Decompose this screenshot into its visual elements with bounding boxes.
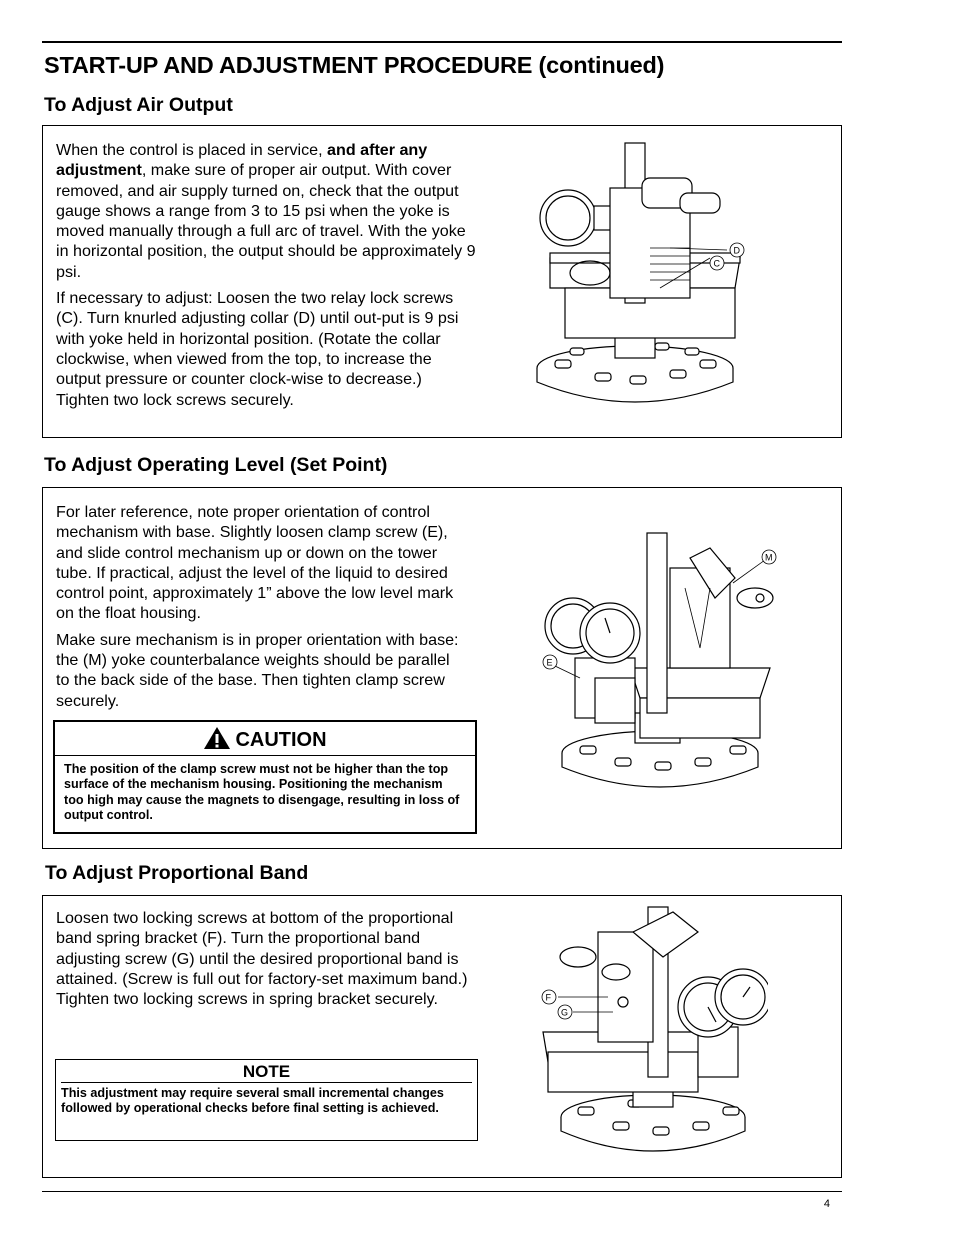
operating-level-paragraph-2: Make sure mechanism is in proper orientation with base: the (M) yoke counterbalance weights should be parallel to the back side of the base. Then tighten clamp screw securely. xyxy=(56,630,459,710)
air-output-paragraph-1: When the control is placed in service, and after any adjustment, make sure of proper air output. With cover removed, and air supply turned on, check that the output gauge shows a range from 3 to 15 psi when the yoke is moved manually through a full arc of travel. With the yoke in horizontal position, the output should be approximately 9 psi. xyxy=(56,141,476,281)
note-header xyxy=(61,1060,472,1083)
caution-header xyxy=(55,722,475,756)
section-heading-operating-level: To Adjust Operating Level (Set Point) xyxy=(44,454,388,476)
caution-text: The position of the clamp screw must not be higher than the top surface of the mechanism housing. Positioning the mechanism too high may cause the magnets to disengage, resulting in loss of output control. xyxy=(64,762,460,823)
section-heading-proportional-band: To Adjust Proportional Band xyxy=(45,862,309,884)
proportional-band-paragraph-1: Loosen two locking screws at bottom of the proportional band spring bracket (F). Turn the proportional band adjusting screw (G) until the desired proportional band is attained. (Screw is full out for factory-set maximum band.) Tighten two locking screws in spring bracket securely. xyxy=(56,909,468,1009)
warning-icon xyxy=(203,726,231,750)
figure-label-g: G xyxy=(561,1007,569,1018)
air-output-figure xyxy=(530,138,760,408)
page-number: 4 xyxy=(823,1198,830,1210)
caution-title: CAUTION xyxy=(235,729,327,751)
top-rule xyxy=(42,41,842,43)
section-heading-air-output: To Adjust Air Output xyxy=(44,94,233,116)
bottom-rule xyxy=(42,1191,842,1192)
operating-level-figure xyxy=(535,528,785,798)
figure-label-e: E xyxy=(546,657,553,668)
note-text: This adjustment may require several small incremental changes followed by operational checks before final setting is achieved. xyxy=(61,1086,444,1116)
proportional-band-text xyxy=(56,908,476,1015)
operating-level-text xyxy=(56,502,466,717)
note-box xyxy=(55,1059,478,1141)
figure-label-m: M xyxy=(765,552,773,563)
air-output-paragraph-2: If necessary to adjust: Loosen the two relay lock screws (C). Turn knurled adjusting collar (D) until out-put is 9 psi with yoke held in horizontal position. (Rotate the collar clockwise, when viewed from the top, to increase the output pressure or counter clock-wise to decrease.) Tighten two lock screws securely. xyxy=(56,289,459,409)
operating-level-paragraph-1: For later reference, note proper orientation of control mechanism with base. Slightly loosen clamp screw (E), and slide control mechanism up or down on the tower tube. If practical, adjust the level of the liquid to desired control point, approximately 1” above the low level mark on the float housing. xyxy=(56,503,454,623)
page-title: START-UP AND ADJUSTMENT PROCEDURE (continued) xyxy=(44,52,665,78)
figure-label-d: D xyxy=(733,245,740,256)
note-title: NOTE xyxy=(242,1062,291,1081)
air-output-text xyxy=(56,140,476,416)
figure-label-f: F xyxy=(545,992,551,1003)
proportional-band-figure xyxy=(538,902,768,1167)
caution-box xyxy=(53,720,477,834)
figure-label-c: C xyxy=(713,258,720,269)
